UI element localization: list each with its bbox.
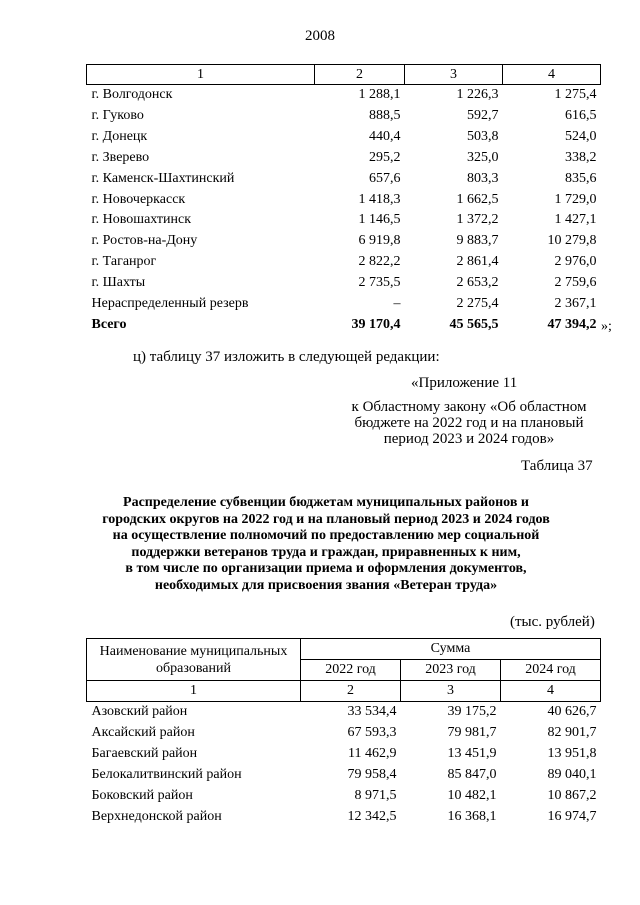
table-row (87, 210, 601, 231)
value-2023: 2 861,4 (456, 254, 499, 270)
table-row (87, 807, 601, 828)
value-2024: 13 951,8 (547, 745, 597, 761)
municipality-name: Боковский район (91, 787, 193, 803)
value-2024: 16 974,7 (547, 808, 597, 824)
value-2024: 1 729,0 (554, 191, 597, 207)
value-2023: 79 981,7 (447, 724, 497, 740)
value-2024: 89 040,1 (547, 766, 597, 782)
value-2023: 1 662,5 (456, 191, 499, 207)
value-2023: 13 451,9 (447, 745, 497, 761)
value-2022: – (393, 296, 401, 312)
title-line: Распределение субвенции бюджетам муниципальных районов и (123, 495, 529, 510)
column-number: 3 (401, 681, 501, 702)
column-number: 2 (301, 681, 401, 702)
municipality-name: Аксайский район (91, 724, 195, 740)
total-2024: 47 394,2 (547, 316, 597, 332)
law-reference-line: к Областному закону «Об областном (351, 399, 587, 415)
municipality-name: г. Каменск-Шахтинский (91, 170, 235, 186)
value-2023: 503,8 (467, 128, 499, 144)
value-2022: 79 958,4 (347, 766, 397, 782)
closing-quote: »; (601, 319, 612, 334)
total-2023: 45 565,5 (449, 316, 499, 332)
column-number: 4 (503, 65, 601, 85)
title-line: необходимых для присвоения звания «Ветеран труда» (154, 577, 498, 593)
table-row (87, 765, 601, 786)
total-label: Всего (91, 316, 127, 332)
total-row (87, 315, 601, 336)
table-row (87, 294, 601, 315)
municipality-name: г. Донецк (91, 128, 148, 144)
title-line: в том числе по организации приема и оформления документов, (125, 561, 527, 577)
title-line: поддержки ветеранов труда и граждан, приравненных к ним, (131, 544, 521, 560)
value-2024: 1 427,1 (554, 212, 597, 228)
value-2022: 1 288,1 (358, 87, 401, 102)
table-row (87, 273, 601, 294)
value-2022: 12 342,5 (347, 808, 397, 824)
municipality-name: г. Новочеркасск (91, 191, 186, 207)
law-reference-line: бюджете на 2022 год и на плановый (354, 415, 584, 431)
value-2022: 67 593,3 (347, 724, 397, 740)
municipality-header: Наименование муниципальных образований (87, 639, 301, 681)
value-2023: 39 175,2 (447, 704, 497, 719)
value-2024: 524,0 (565, 128, 597, 144)
value-2022: 657,6 (369, 170, 401, 186)
municipality-name: г. Таганрог (91, 254, 157, 270)
value-2023: 325,0 (467, 149, 499, 165)
value-2022: 440,4 (369, 128, 401, 144)
value-2023: 2 653,2 (456, 275, 499, 291)
title-line: городских округов на 2022 год и на плановый период 2023 и 2024 годов (102, 511, 550, 527)
law-reference (338, 399, 600, 447)
table-row (87, 252, 601, 273)
value-2024: 82 901,7 (547, 724, 597, 740)
value-2024: 2 367,1 (554, 296, 597, 312)
value-2023: 592,7 (467, 107, 499, 123)
table-row (87, 190, 601, 211)
total-2022: 39 170,4 (351, 316, 401, 332)
municipality-name: г. Новошахтинск (91, 212, 192, 228)
municipality-name: г. Волгодонск (91, 87, 173, 102)
column-number: 1 (87, 681, 301, 702)
law-reference-line: период 2023 и 2024 годов» (383, 431, 555, 447)
table-row (87, 231, 601, 252)
value-2024: 338,2 (565, 149, 597, 165)
appendix-label: «Приложение 11 (411, 375, 518, 391)
title-line: на осуществление полномочий по предоставлению мер социальной (112, 528, 540, 544)
municipality-name: г. Гуково (91, 107, 144, 123)
header-row (87, 639, 601, 660)
value-2022: 6 919,8 (358, 233, 401, 249)
table-row (87, 723, 601, 744)
value-2024: 10 867,2 (547, 787, 597, 803)
municipality-name: г. Ростов-на-Дону (91, 233, 198, 249)
value-2024: 835,6 (565, 170, 597, 186)
value-2022: 33 534,4 (347, 704, 397, 719)
value-2024: 40 626,7 (547, 704, 597, 719)
municipality-name: Багаевский район (91, 745, 198, 761)
table-row (87, 148, 601, 169)
year-header: 2024 год (501, 660, 601, 681)
municipality-name: г. Шахты (91, 275, 146, 291)
subsidy-table-continued (86, 64, 601, 336)
table-row (87, 85, 601, 106)
table-row (87, 169, 601, 190)
table-number: Таблица 37 (521, 458, 593, 474)
column-number-row (87, 65, 601, 85)
value-2024: 10 279,8 (547, 233, 597, 249)
value-2024: 2 976,0 (554, 254, 597, 270)
municipality-name: Верхнедонской район (91, 808, 222, 824)
value-2022: 11 462,9 (348, 745, 397, 761)
value-2023: 16 368,1 (447, 808, 497, 824)
value-2022: 1 418,3 (358, 191, 401, 207)
value-2023: 9 883,7 (456, 233, 499, 249)
units-label: (тыс. рублей) (510, 614, 595, 630)
municipality-name: Азовский район (91, 704, 188, 719)
column-number: 3 (405, 65, 503, 85)
value-2022: 8 971,5 (354, 787, 397, 803)
year-header: 2022 год (301, 660, 401, 681)
column-number: 1 (87, 65, 315, 85)
municipality-name: Белокалитвинский район (91, 766, 242, 782)
table-row (87, 786, 601, 807)
column-number-row (87, 681, 601, 702)
value-2023: 1 372,2 (456, 212, 499, 228)
value-2024: 616,5 (565, 107, 597, 123)
table-row (87, 702, 601, 723)
table-row (87, 106, 601, 127)
subsidy-distribution-table (86, 638, 601, 827)
value-2023: 10 482,1 (447, 787, 497, 803)
value-2022: 888,5 (369, 107, 401, 123)
table-row (87, 127, 601, 148)
value-2022: 1 146,5 (358, 212, 401, 228)
table-title (76, 495, 576, 595)
page-number: 2008 (305, 28, 335, 44)
value-2023: 85 847,0 (447, 766, 497, 782)
value-2022: 2 735,5 (358, 275, 401, 291)
column-number: 2 (315, 65, 405, 85)
value-2022: 295,2 (369, 149, 401, 165)
value-2023: 803,3 (467, 170, 499, 186)
value-2024: 2 759,6 (554, 275, 597, 291)
year-header: 2023 год (401, 660, 501, 681)
table-row (87, 744, 601, 765)
value-2022: 2 822,2 (358, 254, 401, 270)
municipality-name: г. Зверево (91, 149, 150, 165)
value-2024: 1 275,4 (554, 87, 597, 102)
sum-header: Сумма (301, 639, 601, 660)
amendment-paragraph: ц) таблицу 37 изложить в следующей редакции: (133, 349, 440, 365)
value-2023: 1 226,3 (456, 87, 499, 102)
municipality-name: Нераспределенный резерв (91, 296, 249, 312)
column-number: 4 (501, 681, 601, 702)
value-2023: 2 275,4 (456, 296, 499, 312)
